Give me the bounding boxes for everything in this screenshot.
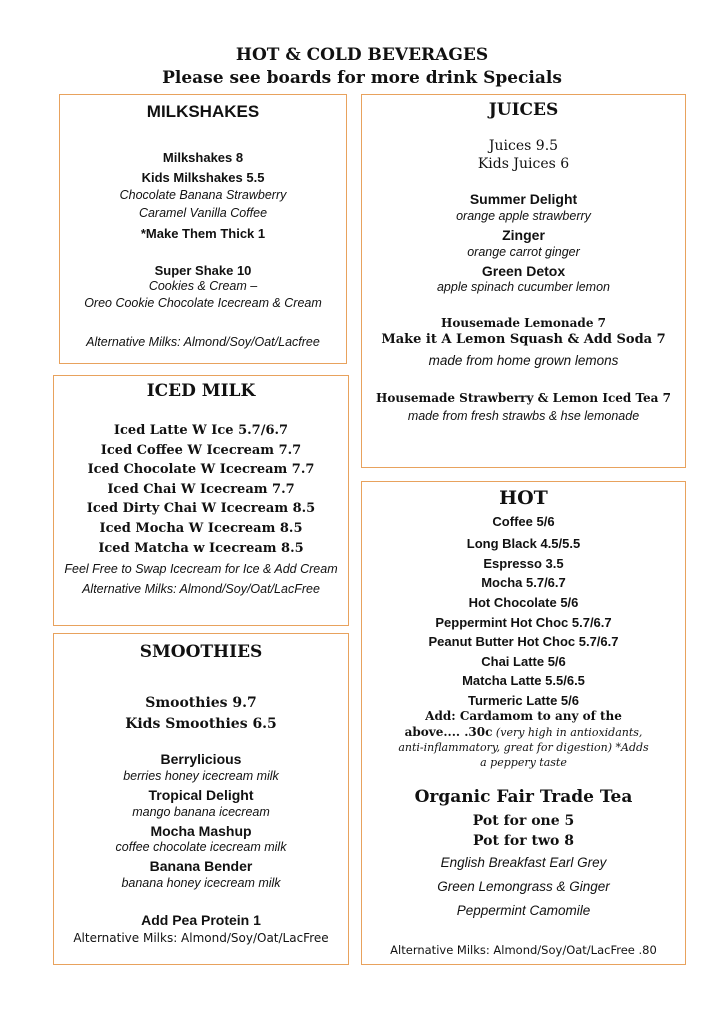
- juice-desc: apple spinach cucumber lemon: [436, 280, 611, 294]
- cardamom-price: above.... .30c: [404, 725, 493, 739]
- hot-item: Hot Chocolate 5/6: [468, 595, 579, 610]
- cardamom-desc: a peppery taste: [480, 756, 567, 769]
- menu-header: [0, 44, 724, 90]
- cardamom-note: Add: Cardamom to any of the: [425, 709, 622, 723]
- iced-milk-item: Iced Latte W Ice 5.7/6.7: [113, 423, 289, 438]
- price-line: Milkshakes 8: [162, 150, 244, 165]
- hot-item: Matcha Latte 5.5/6.5: [462, 673, 585, 688]
- hot-item: Coffee 5/6: [492, 514, 555, 529]
- iced-milk-item: Iced Matcha w Icecream 8.5: [98, 541, 304, 556]
- tea-price: Pot for two 8: [473, 833, 574, 849]
- cardamom-note: [362, 725, 685, 739]
- milkshakes-section: [59, 94, 347, 364]
- smoothies-section: [53, 633, 349, 965]
- smoothie-desc: banana honey icecream milk: [121, 876, 281, 890]
- hot-item: Peppermint Hot Choc 5.7/6.7: [435, 615, 612, 630]
- swap-note: Feel Free to Swap Icecream for Ice & Add Cream: [64, 562, 338, 576]
- smoothie-name: Berrylicious: [160, 751, 242, 767]
- lemonade-line: Housemade Lemonade 7: [441, 316, 606, 330]
- tea-varieties: Peppermint Camomile: [456, 903, 591, 918]
- super-shake-desc: Oreo Cookie Chocolate Icecream & Cream: [84, 296, 322, 310]
- iced-milk-item: Iced Chocolate W Icecream 7.7: [87, 462, 315, 477]
- price-line: Smoothies 9.7: [145, 695, 257, 711]
- iced-milk-section: [53, 375, 349, 626]
- hot-section: [361, 481, 686, 965]
- price-line: Kids Smoothies 6.5: [125, 716, 277, 732]
- menu-subtitle: Please see boards for more drink Specials: [162, 68, 562, 88]
- alt-milks-note: Alternative Milks: Almond/Soy/Oat/LacFree .80: [390, 943, 657, 957]
- juice-name: Green Detox: [481, 263, 566, 279]
- cardamom-desc: (very high in antioxidants,: [492, 726, 643, 739]
- tea-title: Organic Fair Trade Tea: [414, 787, 633, 807]
- juices-section: [361, 94, 686, 468]
- smoothie-name: Mocha Mashup: [150, 823, 252, 839]
- section-title: JUICES: [488, 100, 559, 120]
- cardamom-desc: anti-inflammatory, great for digestion) *Adds: [398, 741, 649, 754]
- smoothie-name: Banana Bender: [149, 858, 253, 874]
- section-title: SMOOTHIES: [139, 642, 263, 662]
- hot-item: Chai Latte 5/6: [481, 654, 566, 669]
- smoothie-desc: mango banana icecream: [132, 805, 270, 819]
- juice-name: Zinger: [502, 227, 545, 243]
- lemon-squash-line: Make it A Lemon Squash & Add Soda 7: [381, 332, 666, 347]
- iced-milk-item: Iced Coffee W Icecream 7.7: [100, 443, 302, 458]
- hot-item: Peanut Butter Hot Choc 5.7/6.7: [428, 634, 619, 649]
- iced-milk-item: Iced Chai W Icecream 7.7: [107, 482, 295, 497]
- alt-milks-note: Alternative Milks: Almond/Soy/Oat/LacFree: [82, 582, 320, 596]
- alt-milks-note: Alternative Milks: Almond/Soy/Oat/Lacfree: [86, 335, 320, 349]
- super-shake-desc: Cookies & Cream –: [148, 279, 258, 293]
- tea-varieties: Green Lemongrass & Ginger: [437, 879, 610, 894]
- lemon-squash-desc: made from home grown lemons: [428, 353, 619, 368]
- juice-desc: orange apple strawberry: [456, 209, 591, 223]
- price-line: Kids Milkshakes 5.5: [141, 170, 265, 185]
- hot-item: Turmeric Latte 5/6: [467, 693, 580, 708]
- make-thick-line: *Make Them Thick 1: [140, 226, 266, 241]
- juice-desc: orange carrot ginger: [467, 245, 580, 259]
- super-shake-line: Super Shake 10: [154, 263, 252, 278]
- menu-title: HOT & COLD BEVERAGES: [235, 45, 489, 65]
- hot-item: Long Black 4.5/5.5: [466, 536, 581, 551]
- iced-tea-desc: made from fresh strawbs & hse lemonade: [407, 409, 640, 423]
- juice-name: Summer Delight: [469, 191, 578, 207]
- section-title: HOT: [499, 487, 548, 509]
- iced-milk-item: Iced Mocha W Icecream 8.5: [99, 521, 303, 536]
- alt-milks-note: Alternative Milks: Almond/Soy/Oat/LacFree: [73, 931, 329, 945]
- flavor-line: Chocolate Banana Strawberry: [119, 188, 287, 202]
- price-line: Kids Juices 6: [477, 156, 570, 172]
- section-title: ICED MILK: [146, 381, 256, 401]
- hot-item: Mocha 5.7/6.7: [481, 575, 566, 590]
- tea-varieties: English Breakfast Earl Grey: [440, 855, 607, 870]
- tea-price: Pot for one 5: [472, 813, 575, 829]
- smoothie-name: Tropical Delight: [148, 787, 254, 803]
- flavor-line: Caramel Vanilla Coffee: [138, 206, 268, 220]
- iced-tea-line: Housemade Strawberry & Lemon Iced Tea 7: [376, 391, 671, 405]
- smoothie-desc: coffee chocolate icecream milk: [115, 840, 287, 854]
- hot-item: Espresso 3.5: [483, 556, 564, 571]
- pea-protein-line: Add Pea Protein 1: [141, 912, 261, 928]
- price-line: Juices 9.5: [488, 138, 559, 154]
- iced-milk-item: Iced Dirty Chai W Icecream 8.5: [86, 501, 316, 516]
- smoothie-desc: berries honey icecream milk: [123, 769, 279, 783]
- section-title: MILKSHAKES: [146, 102, 260, 121]
